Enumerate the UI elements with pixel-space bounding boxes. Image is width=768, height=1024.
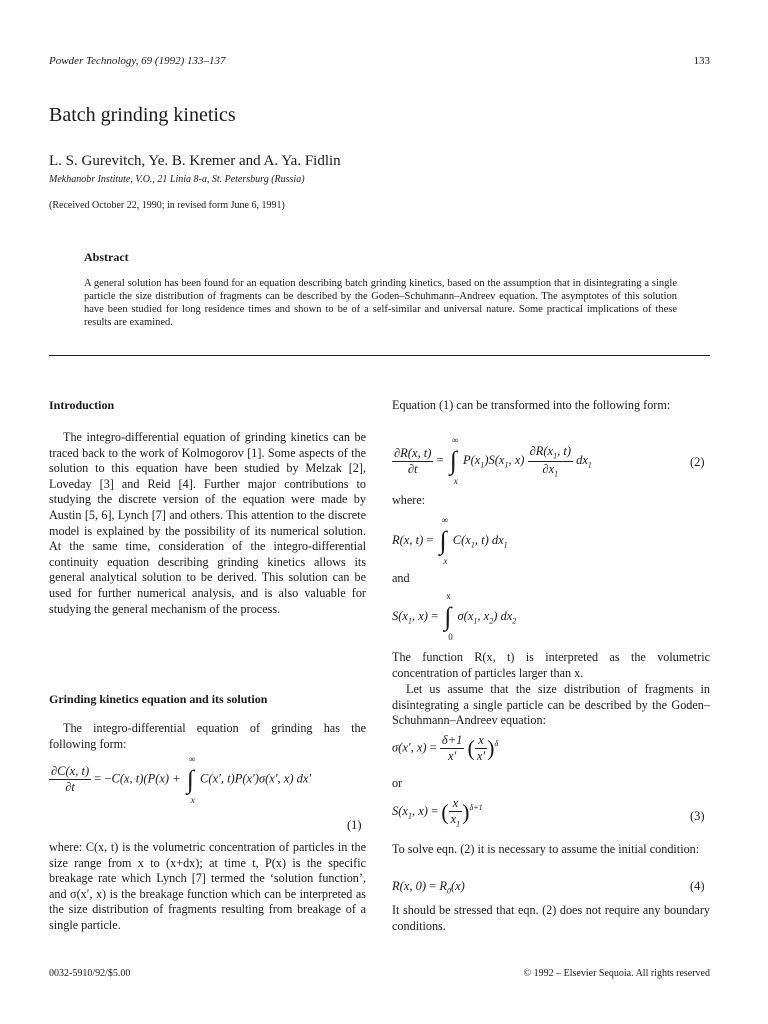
intro-heading: Introduction (49, 398, 115, 412)
page-number: 133 (693, 55, 710, 67)
equation-4: R(x, $0) = R_0(x)$ (392, 879, 465, 896)
divider (49, 355, 710, 356)
or-label: or (392, 776, 403, 790)
assume-paragraph (392, 682, 710, 729)
eq2-intro: Equation (1) can be transformed into the following form: (392, 398, 671, 412)
journal-citation: Powder Technology, 69 (1992) 133–137 (49, 55, 226, 67)
equation-2-number: (2) (690, 455, 705, 469)
equation-3: $S(x_1$, x) = ( $\frac{x}{x_1}$ )$^{\delta+1}$ (392, 796, 483, 829)
affiliation: Mekhanobr Institute, V.O., 21 Linia 8-a, St. Petersburg (Russia) (49, 174, 305, 185)
section-text: The integro-differential equation of grinding has the following form: (49, 721, 366, 751)
equation-2: $\frac{\partial R(x, t)}{\partial t}$ = ∫ ∞ x $P(x_1)S(x_1$, x) $\frac{\partial R(x_1, t)}{\partial x_1}$ $dx_1$ (394, 435, 592, 486)
footer-code: 0032-5910/92/$5.00 (49, 968, 131, 979)
solve-text: To solve eqn. (2) it is necessary to assume the initial condition: (392, 842, 700, 856)
equation-4-number: (4) (690, 879, 705, 893)
where-label: where: (392, 493, 426, 507)
intro-text: The integro-differential equation of grinding kinetics can be traced back to the work of Kolmogorov [1]. Some aspects of the solution to this equation have been studied by Melzak [2], Loveday [3] and Reid [4]. Further major contributions to studying the discrete version of the equation were made by Austin [5, 6], Lynch [7] and others. This attention to the discrete model is explained by the possibility of its numerical solution. At the same time, consideration of the integro-differential continuity equation describing grinding kinetics allows its general analytical solution to be derived. This solution can be used for further numerical analysis, and is also valuable for studying the general mechanism of the process. (49, 430, 366, 616)
footer-copyright: © 1992 – Elsevier Sequoia. All rights reserved (523, 968, 710, 979)
equation-1-number: (1) (347, 818, 362, 832)
equation-S: $S(x_1$, x) = ∫ x 0 $\sigma(x_1$, $x_2$) $dx_2$ (392, 591, 517, 642)
abstract-heading: Abstract (84, 250, 129, 264)
function-text: The function R(x, t) is interpreted as the volumetric concentration of particles larger than x. (392, 650, 710, 680)
paper-title: Batch grinding kinetics (49, 104, 236, 126)
received-dates: (Received October 22, 1990; in revised form June 6, 1991) (49, 200, 285, 211)
assume-text: Let us assume that the size distribution of fragments in disintegrating a single particle can be described by the Goden–Schuhmann–Andreev equation: (392, 682, 710, 728)
equation-R: R(x, t) = ∫ ∞ x $C(x_1$, t) $dx_1$ (392, 515, 508, 566)
after-eq1-text: where: C(x, t) is the volumetric concentration of particles in the size range from x to (x+dx); at time t, P(x) is the specific breakage rate which Lynch [7] termed the ‘solution function’, and σ(x′, x) is the breakage function which can be interpreted as the size distribution of fragments resulting from breakage of a single particle. (49, 840, 366, 932)
equation-sigma: σ(x′, x) = $\frac{\delta+1}{x'}$ ( $\frac{x}{x'}$ )$^\delta$ (392, 733, 499, 763)
authors: L. S. Gurevitch, Ye. B. Kremer and A. Ya. Fidlin (49, 153, 341, 169)
section-paragraph (49, 721, 366, 752)
equation-3-number: (3) (690, 809, 705, 823)
equation-1: $\frac{\partial C(x, t)}{\partial t}$ = −C(x, t)(P(x) + ∫ ∞ x C(x′, t)P(x′)σ(x′, x) dx′ (51, 753, 312, 805)
abstract-text: A general solution has been found for an equation describing batch grinding kinetics, based on the assumption that in disintegrating a single particle the size distribution of fragments can be described by the Goden–Schuhmann–Andreev equation. The asymptotes of this solution have been studied for long residence times and shown to be of a self-similar and universal nature. Some practical implications of these results are examined. (84, 278, 677, 328)
stress-text: It should be stressed that eqn. (2) does not require any boundary conditions. (392, 903, 710, 933)
and-label: and (392, 571, 410, 585)
intro-paragraph (49, 430, 366, 617)
section-heading: Grinding kinetics equation and its solution (49, 692, 268, 706)
